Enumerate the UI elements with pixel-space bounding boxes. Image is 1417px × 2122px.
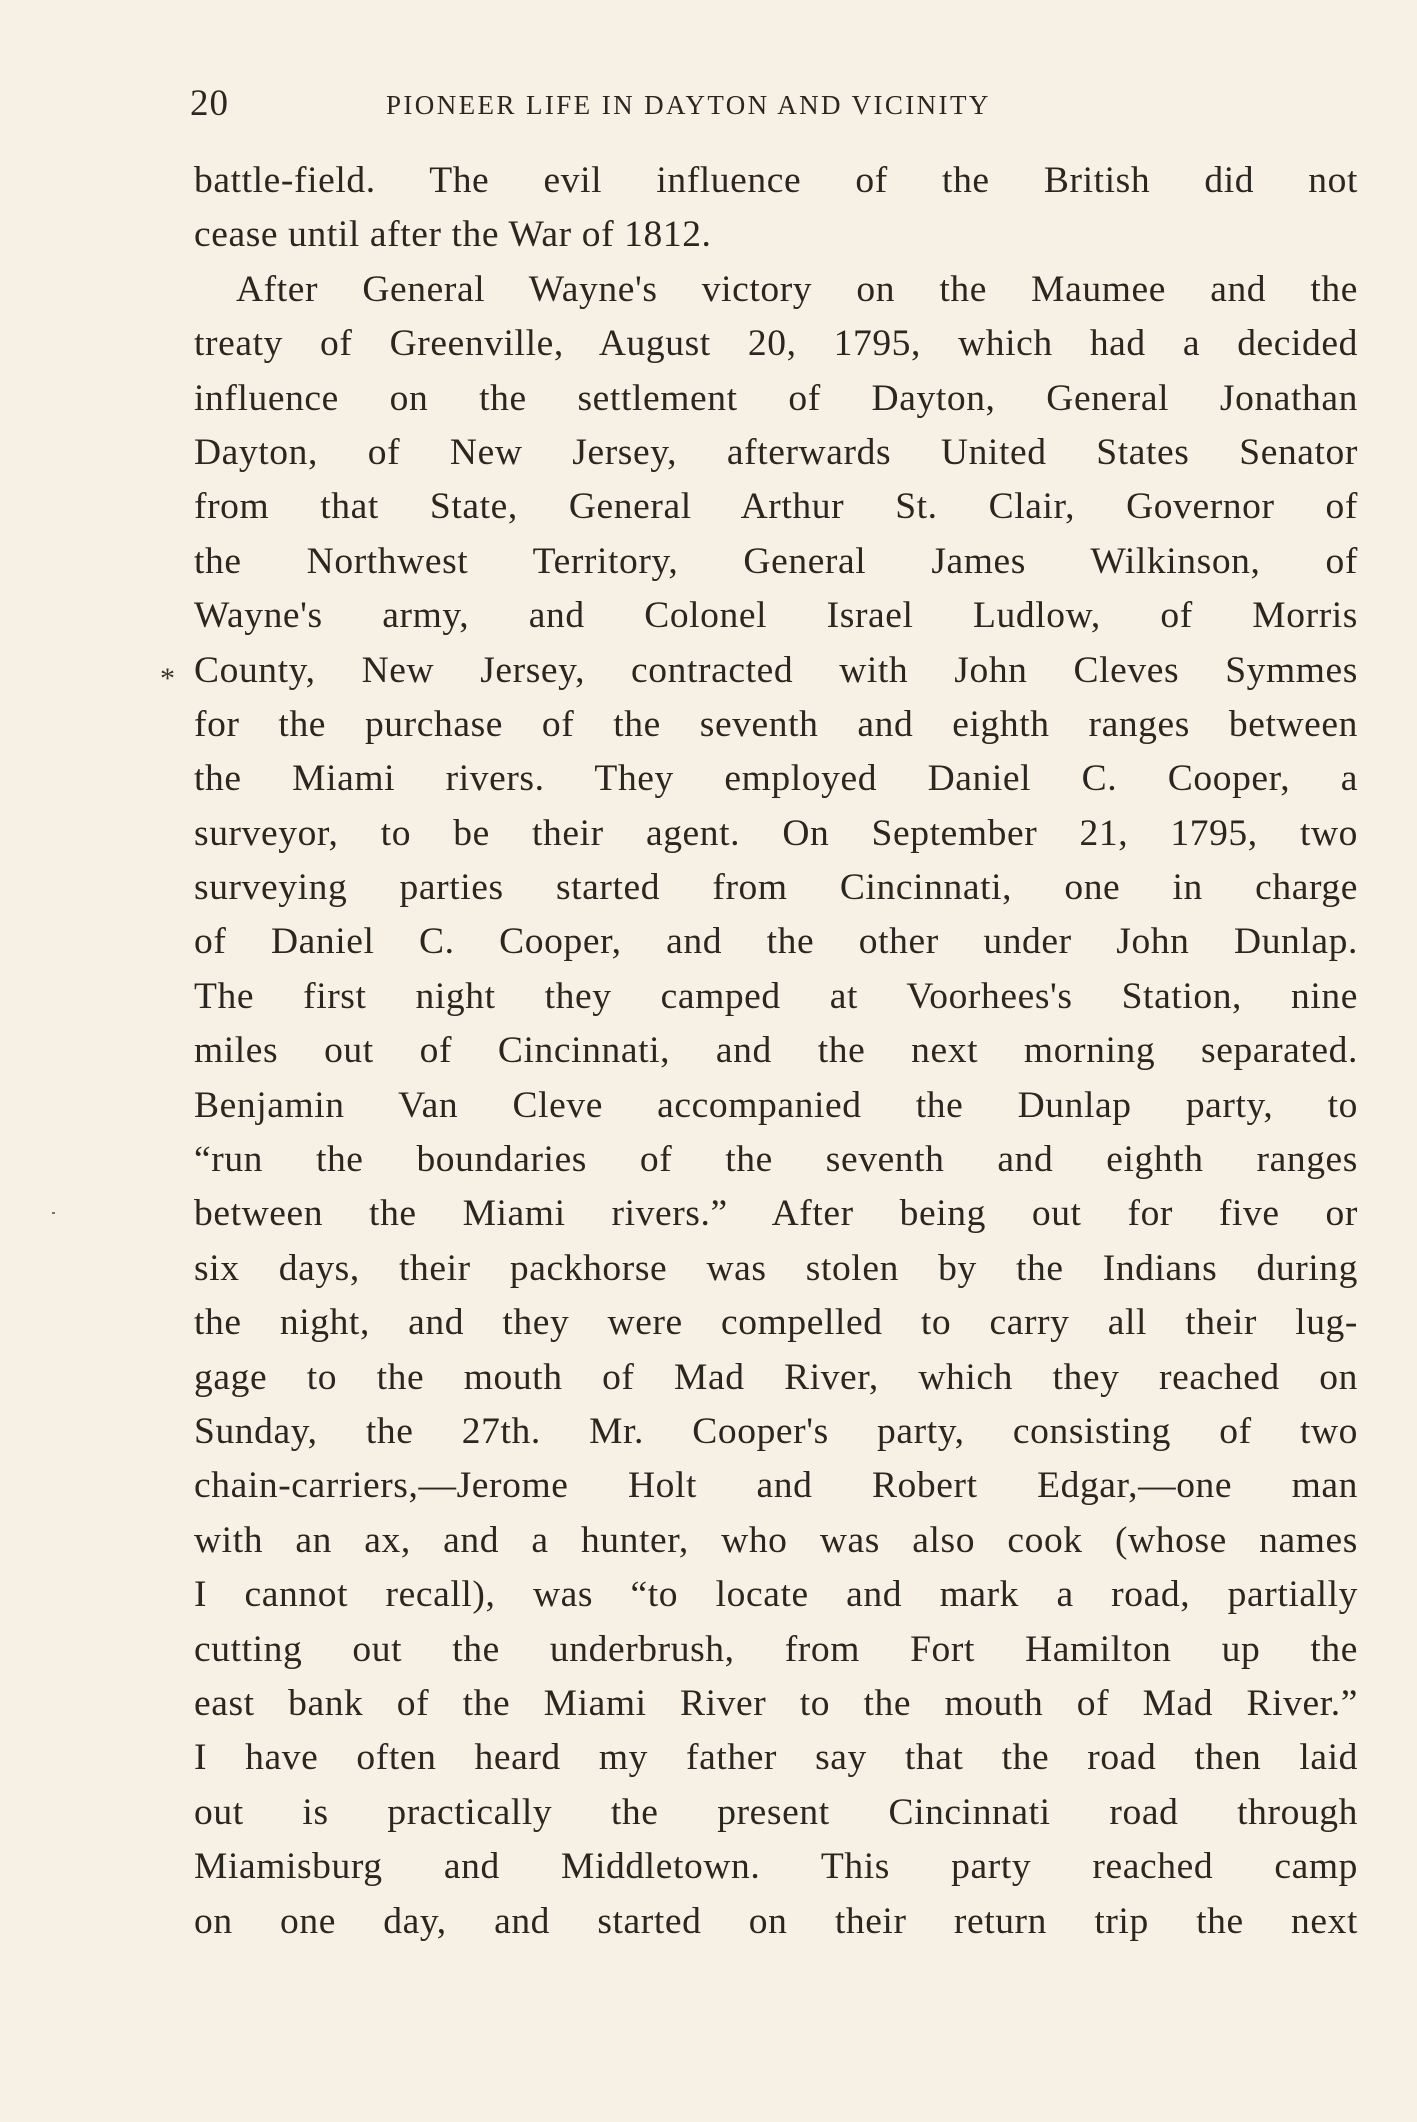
text-line: After General Wayne's victory on the Maumee and the [236,268,1358,310]
running-title: PIONEER LIFE IN DAYTON AND VICINITY [386,90,991,120]
text-line: Sunday, the 27th. Mr. Cooper's party, consisting of two [194,1410,1358,1452]
text-line: miles out of Cincinnati, and the next morning separated. [194,1030,1358,1072]
text-line: for the purchase of the seventh and eighth ranges between [194,703,1358,745]
text-line: influence on the settlement of Dayton, General Jonathan [194,377,1358,419]
text-line: from that State, General Arthur St. Clair, Governor of [194,486,1358,528]
text-line: chain-carriers,—Jerome Holt and Robert Edgar,—one man [194,1465,1358,1507]
text-line: Wayne's army, and Colonel Israel Ludlow, of Morris [194,595,1358,637]
paper-speck [52,1212,55,1214]
text-line: the Northwest Territory, General James Wilkinson, of [194,540,1358,582]
text-line: east bank of the Miami River to the mouth of Mad River.” [194,1682,1358,1724]
text-line: I cannot recall), was “to locate and mark a road, partially [194,1574,1358,1616]
page-number: 20 [190,83,229,124]
text-line: Miamisburg and Middletown. This party reached camp [194,1846,1358,1888]
text-line: with an ax, and a hunter, who was also cook (whose names [194,1519,1358,1561]
text-line: surveyor, to be their agent. On September 21, 1795, two [194,812,1358,854]
text-line: I have often heard my father say that the road then laid [194,1737,1358,1779]
text-line: six days, their packhorse was stolen by the Indians during [194,1247,1358,1289]
text-line: Dayton, of New Jersey, afterwards United States Senator [194,431,1358,473]
text-line: battle-field. The evil influence of the British did not [194,160,1358,201]
text-line: surveying parties started from Cincinnati, one in charge [194,867,1358,909]
text-line: treaty of Greenville, August 20, 1795, which had a decided [194,323,1358,365]
text-line: the night, and they were compelled to carry all their lug- [194,1302,1358,1344]
text-line: out is practically the present Cincinnati road through [194,1791,1358,1833]
text-line: between the Miami rivers.” After being out for five or [194,1193,1358,1235]
text-line: of Daniel C. Cooper, and the other under John Dunlap. [194,921,1358,963]
text-line: cease until after the War of 1812. [194,214,712,256]
text-line: County, New Jersey, contracted with John Cleves Symmes [194,649,1358,691]
text-line: cutting out the underbrush, from Fort Hamilton up the [194,1628,1358,1670]
text-line: gage to the mouth of Mad River, which they reached on [194,1356,1358,1398]
text-line: “run the boundaries of the seventh and eighth ranges [194,1139,1358,1181]
text-line: the Miami rivers. They employed Daniel C. Cooper, a [194,758,1358,800]
running-header [190,82,1320,132]
text-line: The first night they camped at Voorhees's Station, nine [194,975,1358,1017]
margin-annotation-mark: * [160,662,175,695]
text-line: on one day, and started on their return trip the next [194,1900,1358,1942]
text-line: Benjamin Van Cleve accompanied the Dunlap party, to [194,1084,1358,1126]
body-text [194,154,1358,1949]
